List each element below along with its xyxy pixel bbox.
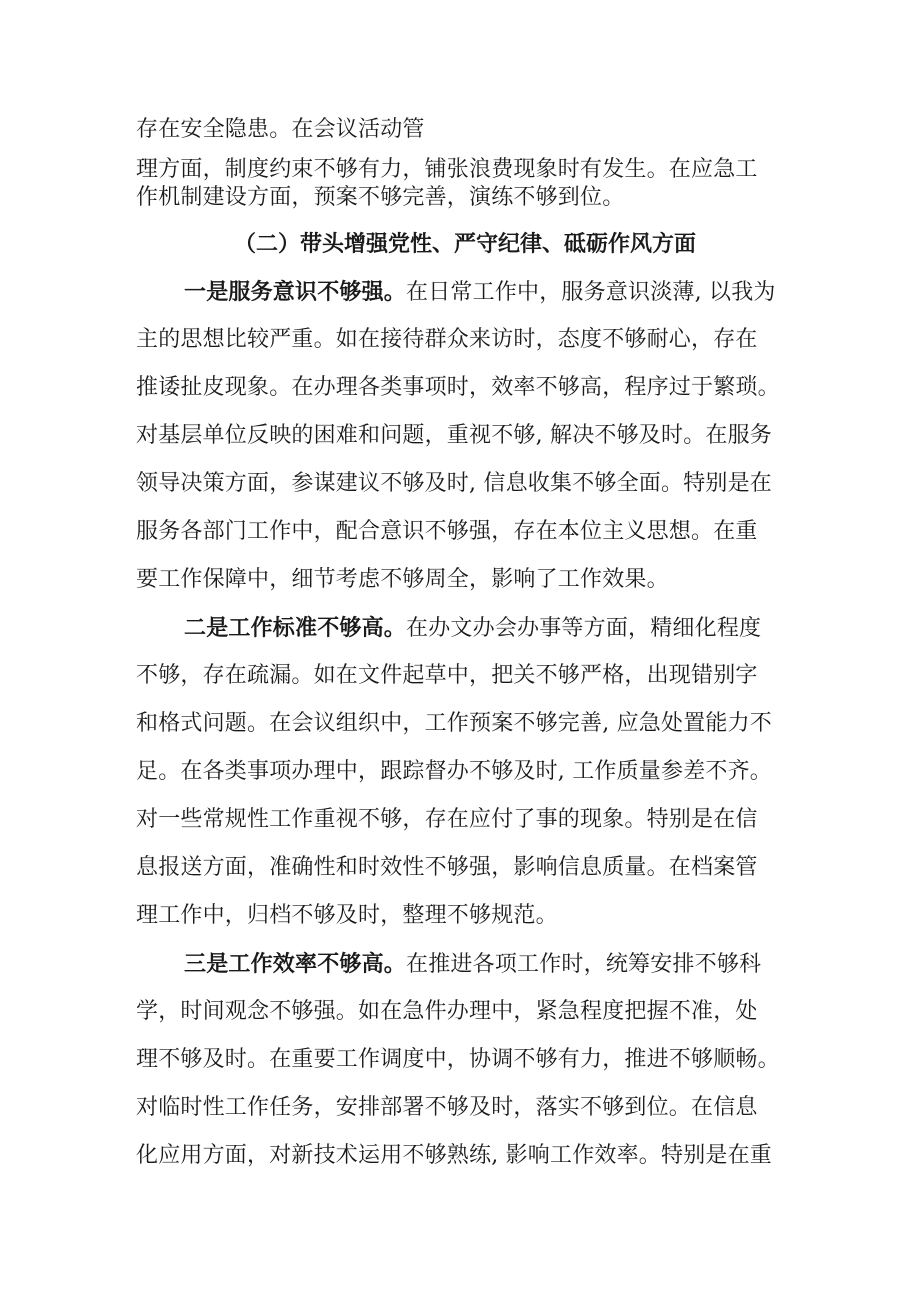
paragraph-2-line-4: 足。在各类事项办理中，跟踪督办不够及时, 工作质量参差不齐。: [136, 759, 772, 784]
paragraph-3-lead: 三是工作效率不够高。: [184, 951, 407, 977]
intro-line-1: 存在安全隐患。在会议活动管: [136, 117, 425, 142]
paragraph-3-line-1: [184, 948, 844, 981]
paragraph-1-line-3: 推诿扯皮现象。在办理各类事项时，效率不够高，程序过于繁琐。: [136, 375, 780, 400]
paragraph-1-line-2: 主的思想比较严重。如在接待群众来访时，态度不够耐心，存在: [136, 327, 758, 352]
paragraph-1-text: 在日常工作中，服务意识淡薄, 以我为: [406, 280, 776, 305]
paragraph-1-line-4: 对基层单位反映的困难和问题，重视不够, 解决不够及时。在服务: [136, 423, 772, 448]
paragraph-2-lead: 二是工作标准不够高。: [184, 615, 407, 641]
paragraph-2-line-7: 理工作中，归档不够及时，整理不够规范。: [136, 903, 558, 928]
paragraph-2-line-6: 息报送方面，准确性和时效性不够强，影响信息质量。在档案管: [136, 855, 758, 880]
paragraph-1-lead: 一是服务意识不够强。: [184, 279, 407, 305]
paragraph-2-line-1: [184, 612, 844, 645]
paragraph-3-line-3: 理不够及时。在重要工作调度中，协调不够有力，推进不够顺畅。: [136, 1047, 780, 1072]
paragraph-3-text: 在推进各项工作时，统筹安排不够科: [406, 952, 762, 977]
paragraph-1-line-6: 服务各部门工作中，配合意识不够强，存在本位主义思想。在重: [136, 519, 758, 544]
paragraph-3-line-2: 学，时间观念不够强。如在急件办理中，紧急程度把握不准，处: [136, 999, 758, 1024]
paragraph-2-line-2: 不够，存在疏漏。如在文件起草中，把关不够严格，出现错别字: [136, 663, 758, 688]
paragraph-1-line-1: [184, 276, 844, 309]
paragraph-2-line-5: 对一些常规性工作重视不够，存在应付了事的现象。特别是在信: [136, 807, 758, 832]
paragraph-2-text: 在办文办会办事等方面，精细化程度: [406, 616, 762, 641]
intro-line-2: 理方面，制度约束不够有力，铺张浪费现象时有发生。在应急工: [136, 157, 758, 182]
intro-line-3: 作机制建设方面，预案不够完善，演练不够到位。: [136, 185, 625, 210]
paragraph-3-line-4: 对临时性工作任务，安排部署不够及时，落实不够到位。在信息: [136, 1095, 758, 1120]
paragraph-2-line-3: 和格式问题。在会议组织中，工作预案不够完善, 应急处置能力不: [136, 711, 772, 736]
paragraph-1-line-5: 领导决策方面，参谋建议不够及时, 信息收集不够全面。特别是在: [136, 471, 772, 496]
paragraph-3-line-5: 化应用方面，对新技术运用不够熟练, 影响工作效率。特别是在重: [136, 1143, 772, 1168]
section-heading: （二）带头增强党性、严守纪律、砥砺作风方面: [234, 231, 697, 257]
paragraph-1-line-7: 要工作保障中，细节考虑不够周全，影响了工作效果。: [136, 567, 669, 592]
